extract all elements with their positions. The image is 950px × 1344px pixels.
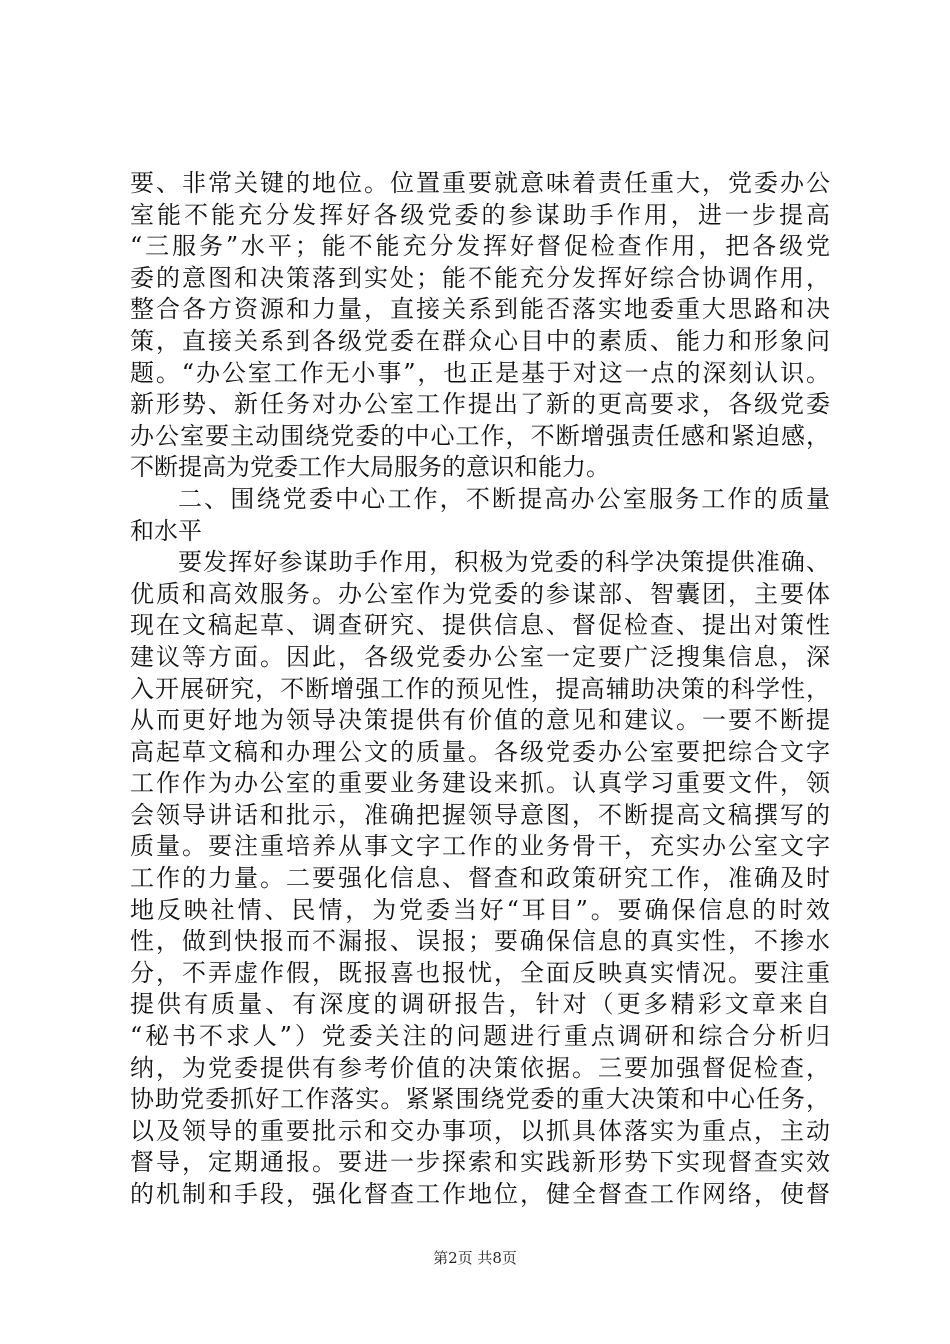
- text-line: 工作的力量。二要强化信息、督查和政策研究工作，准确及时: [130, 864, 830, 893]
- text-line: 从而更好地为领导决策提供有价值的意见和建议。一要不断提: [130, 706, 830, 735]
- text-line: “三服务”水平；能不能充分发挥好督促检查作用，把各级党: [130, 232, 830, 261]
- text-line: 不断提高为党委工作大局服务的意识和能力。: [130, 453, 610, 482]
- text-line: 协助党委抓好工作落实。紧紧围绕党委的重大决策和中心任务，: [130, 1085, 830, 1114]
- text-line: 整合各方资源和力量，直接关系到能否落实地委重大思路和决: [130, 295, 830, 324]
- text-line: 要、非常关键的地位。位置重要就意味着责任重大，党委办公: [130, 169, 830, 197]
- text-line: “秘书不求人”）党委关注的问题进行重点调研和综合分析归: [130, 1022, 830, 1051]
- text-line: 优质和高效服务。办公室作为党委的参谋部、智囊团，主要体: [130, 579, 830, 608]
- text-line: 以及领导的重要批示和交办事项，以抓具体落实为重点，主动: [130, 1116, 830, 1145]
- text-line: 题。“办公室工作无小事”，也正是基于对这一点的深刻认识。: [130, 358, 830, 387]
- text-line: 建议等方面。因此，各级党委办公室一定要广泛搜集信息，深: [130, 642, 830, 671]
- text-line: 分，不弄虚作假，既报喜也报忧，全面反映真实情况。要注重: [130, 958, 830, 987]
- text-line: 纳，为党委提供有参考价值的决策依据。三要加强督促检查，: [130, 1053, 830, 1082]
- text-line: 性，做到快报而不漏报、误报；要确保信息的真实性，不掺水: [130, 927, 830, 956]
- text-line: 地反映社情、民情，为党委当好“耳目”。要确保信息的时效: [130, 895, 830, 924]
- text-line: 入开展研究，不断增强工作的预见性，提高辅助决策的科学性，: [130, 674, 830, 703]
- page-number-label: 第2页 共8页: [433, 1249, 517, 1267]
- text-line: 提供有质量、有深度的调研报告，针对（更多精彩文章来自: [130, 990, 830, 1019]
- section-heading-line: 二、围绕党委中心工作，不断提高办公室服务工作的质量: [178, 484, 830, 513]
- text-line: 现在文稿起草、调查研究、提供信息、督促检查、提出对策性: [130, 611, 830, 640]
- section-heading-line: 和水平: [130, 516, 202, 545]
- text-line: 会领导讲话和批示，准确把握领导意图，不断提高文稿撰写的: [130, 800, 830, 829]
- text-line: 要发挥好参谋助手作用，积极为党委的科学决策提供准确、: [178, 548, 830, 577]
- text-line: 委的意图和决策落到实处；能不能充分发挥好综合协调作用，: [130, 263, 830, 292]
- page-footer: [0, 1247, 950, 1268]
- text-line: 高起草文稿和办理公文的质量。各级党委办公室要把综合文字: [130, 737, 830, 766]
- text-line: 策，直接关系到各级党委在群众心目中的素质、能力和形象问: [130, 326, 830, 355]
- text-line: 工作作为办公室的重要业务建设来抓。认真学习重要文件，领: [130, 769, 830, 798]
- text-line: 的机制和手段，强化督查工作地位，健全督查工作网络，使督: [130, 1180, 830, 1208]
- text-line: 办公室要主动围绕党委的中心工作，不断增强责任感和紧迫感，: [130, 421, 830, 450]
- text-line: 新形势、新任务对办公室工作提出了新的更高要求，各级党委: [130, 390, 830, 419]
- text-line: 质量。要注重培养从事文字工作的业务骨干，充实办公室文字: [130, 832, 830, 861]
- text-line: 督导，定期通报。要进一步探索和实践新形势下实现督查实效: [130, 1148, 830, 1177]
- body-text: [130, 168, 830, 1211]
- text-line: 室能不能充分发挥好各级党委的参谋助手作用，进一步提高: [130, 200, 830, 229]
